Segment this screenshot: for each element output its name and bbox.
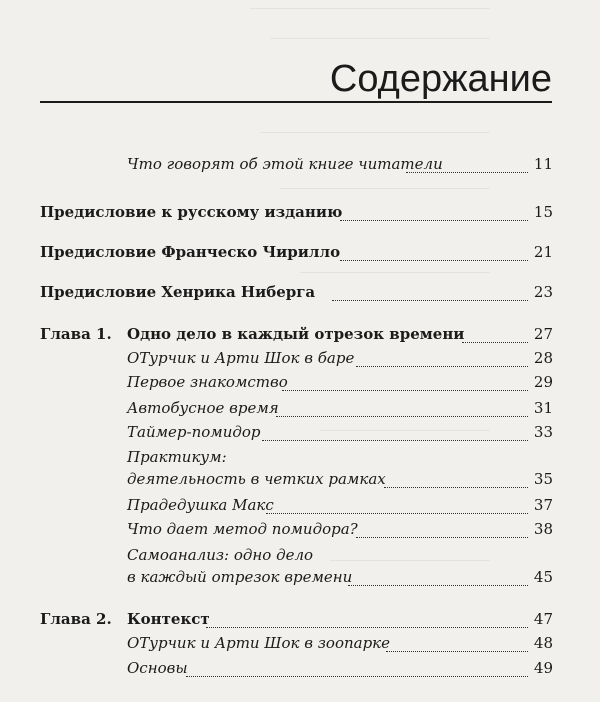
toc-entry-label: Первое знакомство — [127, 373, 288, 391]
toc-leader — [266, 513, 528, 514]
toc-entry-label: Что дает метод помидора? — [127, 520, 358, 538]
toc-entry-label: ОТурчик и Арти Шок в зоопарке — [127, 634, 391, 652]
toc-entry-label: в каждый отрезок времени — [127, 568, 353, 586]
toc-page-number: 38 — [533, 520, 553, 538]
toc-page-number: 49 — [533, 659, 553, 677]
toc-leader — [332, 300, 528, 301]
toc-leader — [356, 537, 528, 538]
toc-page-number: 27 — [533, 325, 553, 343]
toc-page-number: 15 — [533, 203, 553, 221]
toc-entry-label: Таймер-помидор — [127, 423, 261, 441]
toc-entry-label: Предисловие к русскому изданию — [40, 203, 343, 221]
toc-leader — [348, 585, 528, 586]
toc-entry-label: Предисловие Хенрика Ниберга — [40, 283, 316, 301]
title-rule — [40, 101, 552, 103]
toc-entry-label: Что говорят об этой книге читатели — [127, 155, 443, 173]
toc-page-number: 31 — [533, 399, 553, 417]
toc-leader — [282, 390, 528, 391]
toc-page-number: 21 — [533, 243, 553, 261]
toc-leader — [206, 627, 528, 628]
toc-leader — [340, 260, 528, 261]
toc-entry-label: Одно дело в каждый отрезок времени — [127, 325, 465, 343]
toc-leader — [262, 440, 528, 441]
toc-entry-label: Прадедушка Макс — [127, 496, 274, 514]
toc-leader — [186, 676, 528, 677]
toc-entry-label-line1: Практикум: — [127, 448, 227, 466]
toc-page-number: 47 — [533, 610, 553, 628]
toc-leader — [384, 487, 528, 488]
toc-page-number: 48 — [533, 634, 553, 652]
toc-page-number: 23 — [533, 283, 553, 301]
toc-page-number: 11 — [533, 155, 553, 173]
toc-page-number: 28 — [533, 349, 553, 367]
toc-page-number: 37 — [533, 496, 553, 514]
toc-entry-label: Автобусное время — [127, 399, 279, 417]
toc-entry-label: Предисловие Франческо Чирилло — [40, 243, 341, 261]
toc-page-number: 35 — [533, 470, 553, 488]
toc-leader — [340, 220, 528, 221]
toc-leader — [386, 651, 528, 652]
toc-leader — [406, 172, 528, 173]
toc-page-number: 33 — [533, 423, 553, 441]
toc-leader — [356, 366, 528, 367]
toc-entry-label: деятельность в четких рамках — [127, 470, 386, 488]
toc-page-number: 45 — [533, 568, 553, 586]
toc-leader — [276, 416, 528, 417]
toc-entry-label-line1: Самоанализ: одно дело — [127, 546, 314, 564]
toc-leader — [462, 342, 528, 343]
toc-entry-label: Контекст — [127, 610, 210, 628]
toc-page-number: 29 — [533, 373, 553, 391]
toc-entry-label: Основы — [127, 659, 188, 677]
chapter-number: Глава 2. — [40, 610, 112, 628]
page-title: Содержание — [329, 58, 552, 100]
chapter-number: Глава 1. — [40, 325, 112, 343]
toc-entry-label: ОТурчик и Арти Шок в баре — [127, 349, 355, 367]
